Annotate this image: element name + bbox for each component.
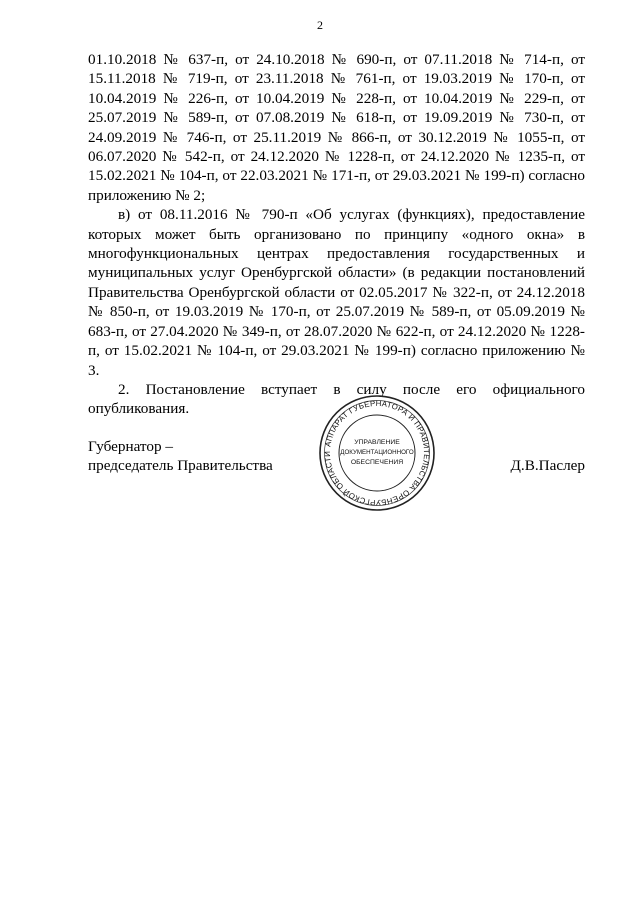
paragraph-item-v: в) от 08.11.2016 № 790-п «Об услугах (функциях), предоставление которых может быть организовано по принципу «одного окна» в многофункциональных центрах предоставления государственных и муниципальных услуг Оренбургской области» (в редакции постановлений Правительства Оренбургской области от 02.05.2017 № 322-п, от 24.12.2018 № 850-п, от 19.03.2019 № 170-п, от 25.07.2019 № 589-п, от 05.09.2019 № 683-п, от 27.04.2020 № 349-п, от 28.07.2020 № 622-п, от 24.12.2020 № 1228-п, от 15.02.2021 № 104-п, от 29.03.2021 № 199-п) согласно приложению № 3. xyxy=(88,206,585,379)
document-body xyxy=(88,50,585,419)
signatory-name: Д.В.Паслер xyxy=(510,457,585,475)
seal-line-2: ДОКУМЕНТАЦИОННОГО xyxy=(340,449,414,456)
signatory-title xyxy=(88,437,273,476)
signatory-title-line-2: председатель Правительства xyxy=(88,457,273,475)
seal-line-3: ОБЕСПЕЧЕНИЯ xyxy=(350,459,404,466)
signatory-title-line-1: Губернатор – xyxy=(88,438,173,455)
page-number: 2 xyxy=(317,18,323,32)
official-seal-stamp xyxy=(318,394,436,512)
paragraph-item-2: 2. Постановление вступает в силу после его официального опубликования. xyxy=(88,380,585,418)
seal-line-1: УПРАВЛЕНИЕ xyxy=(354,439,400,446)
seal-ring-text: АППАРАТ ГУБЕРНАТОРА И ПРАВИТЕЛЬСТВА ОРЕНБУРГСКОЙ ОБЛАСТИ xyxy=(322,398,432,508)
paragraph-continuation: 01.10.2018 № 637-п, от 24.10.2018 № 690-п, от 07.11.2018 № 714-п, от 15.11.2018 № 719-п, от 23.11.2018 № 761-п, от 19.03.2019 № 170-п, от 10.04.2019 № 226-п, от 10.04.2019 № 228-п, от 10.04.2019 № 229-п, от 25.07.2019 № 589-п, от 07.08.2019 № 618-п, от 19.09.2019 № 730-п, от 24.09.2019 № 746-п, от 25.11.2019 № 866-п, от 30.12.2019 № 1055-п, от 06.07.2020 № 542-п, от 24.12.2020 № 1228-п, от 24.12.2020 № 1235-п, от 15.02.2021 № 104-п, от 22.03.2021 № 171-п, от 29.03.2021 № 199-п) согласно приложению № 2; xyxy=(88,51,585,204)
